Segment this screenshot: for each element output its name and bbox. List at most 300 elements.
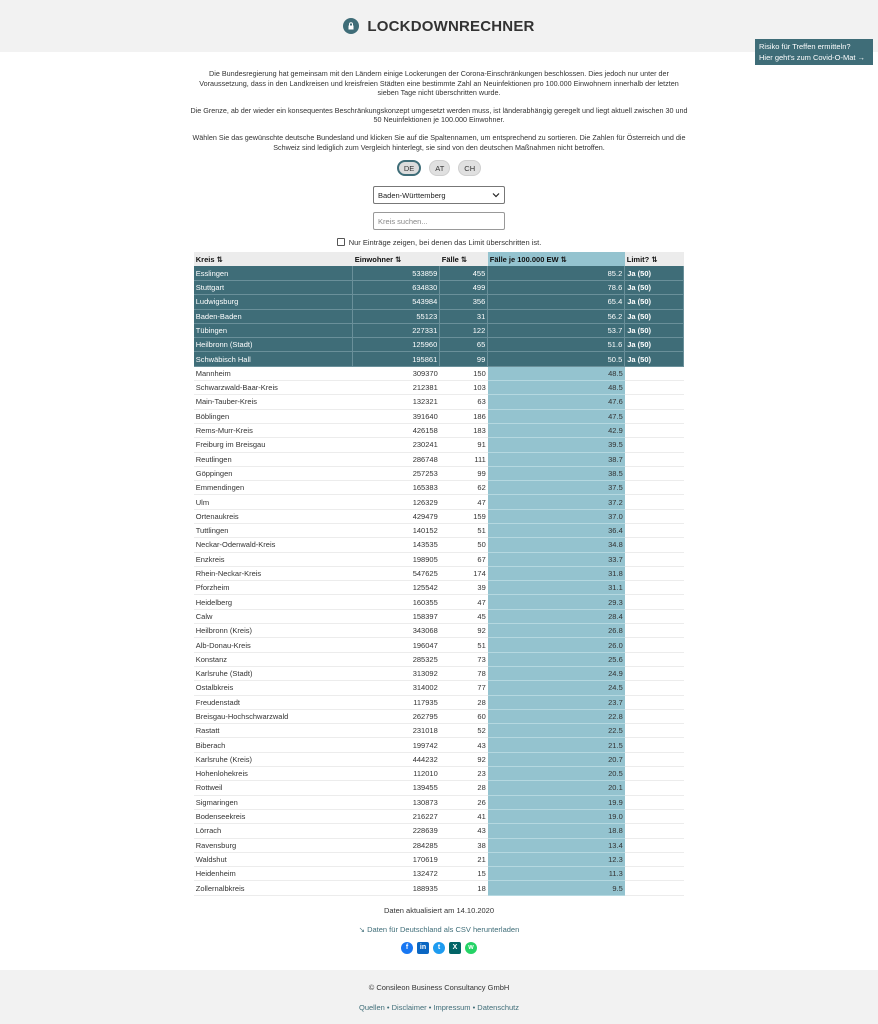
table-cell-kreis: Rhein-Neckar-Kreis [194,566,353,580]
table-cell-kreis: Ravensburg [194,838,353,852]
footer-links[interactable]: Quellen • Disclaimer • Impressum • Datenschutz [358,1003,519,1012]
table-cell-limit [625,409,684,423]
table-cell-limit [625,781,684,795]
table-cell-limit [625,438,684,452]
table-cell-faelle-je-100000: 50.5 [488,352,625,366]
table-cell-limit [625,624,684,638]
table-row [194,738,684,752]
table-cell-kreis: Konstanz [194,652,353,666]
table-cell-einwohner: 343068 [353,624,440,638]
table-cell-faelle-je-100000: 78.6 [488,280,625,294]
table-cell-limit: Ja (50) [625,309,684,323]
table-cell-limit [625,595,684,609]
table-cell-kreis: Stuttgart [194,280,353,294]
table-cell-faelle: 39 [440,581,488,595]
table-cell-limit [625,581,684,595]
table-cell-limit [625,566,684,580]
table-cell-faelle-je-100000: 20.7 [488,752,625,766]
table-cell-faelle-je-100000: 48.5 [488,381,625,395]
table-row [194,538,684,552]
column-header-faelle[interactable]: Fälle ⇅ [440,252,488,266]
table-cell-limit [625,695,684,709]
linkedin-icon[interactable]: in [417,942,429,954]
table-cell-limit [625,395,684,409]
column-header-faelle-je-100000[interactable]: Fälle je 100.000 EW ⇅ [488,252,625,266]
table-cell-limit [625,381,684,395]
xing-icon[interactable]: X [449,942,461,954]
table-cell-kreis: Rastatt [194,724,353,738]
table-cell-kreis: Ortenaukreis [194,509,353,523]
table-cell-kreis: Enzkreis [194,552,353,566]
table-cell-kreis: Tuttlingen [194,524,353,538]
table-cell-kreis: Hohenlohekreis [194,767,353,781]
table-row [194,581,684,595]
table-cell-kreis: Schwäbisch Hall [194,352,353,366]
table-cell-faelle: 111 [440,452,488,466]
kreis-table [194,252,685,896]
table-row [194,366,684,380]
table-row [194,395,684,409]
table-cell-faelle: 91 [440,438,488,452]
table-cell-einwohner: 199742 [353,738,440,752]
table-cell-faelle: 174 [440,566,488,580]
table-cell-faelle-je-100000: 48.5 [488,366,625,380]
facebook-icon[interactable]: f [401,942,413,954]
table-cell-faelle-je-100000: 12.3 [488,852,625,866]
table-cell-faelle: 150 [440,366,488,380]
table-cell-einwohner: 309370 [353,366,440,380]
table-cell-limit [625,709,684,723]
table-cell-faelle: 92 [440,752,488,766]
table-cell-faelle-je-100000: 31.1 [488,581,625,595]
table-row [194,767,684,781]
table-cell-faelle: 43 [440,824,488,838]
table-cell-faelle-je-100000: 56.2 [488,309,625,323]
table-cell-einwohner: 230241 [353,438,440,452]
table-cell-einwohner: 285325 [353,652,440,666]
table-cell-faelle: 73 [440,652,488,666]
table-cell-faelle-je-100000: 29.3 [488,595,625,609]
table-cell-limit [625,652,684,666]
table-cell-kreis: Heilbronn (Stadt) [194,338,353,352]
table-cell-einwohner: 212381 [353,381,440,395]
table-cell-faelle-je-100000: 26.8 [488,624,625,638]
table-cell-limit: Ja (50) [625,352,684,366]
kreis-search-input[interactable] [373,212,505,230]
table-cell-faelle: 455 [440,266,488,280]
table-row [194,781,684,795]
table-cell-faelle-je-100000: 51.6 [488,338,625,352]
state-select-value: Baden-Württemberg [378,190,446,200]
table-cell-faelle: 15 [440,867,488,881]
table-cell-faelle: 499 [440,280,488,294]
table-cell-faelle: 67 [440,552,488,566]
column-header-kreis[interactable]: Kreis ⇅ [194,252,353,266]
table-cell-faelle-je-100000: 47.6 [488,395,625,409]
table-cell-kreis: Heilbronn (Kreis) [194,624,353,638]
table-cell-einwohner: 140152 [353,524,440,538]
table-cell-limit [625,638,684,652]
table-cell-limit [625,466,684,480]
table-row [194,724,684,738]
table-cell-einwohner: 170619 [353,852,440,866]
table-cell-einwohner: 188935 [353,881,440,895]
table-cell-faelle-je-100000: 38.7 [488,452,625,466]
table-cell-einwohner: 195861 [353,352,440,366]
intro-paragraph-2: Die Grenze, ab der wieder ein konsequentes Beschränkungskonzept umgesetzt werden muss, ist länderabhängig geregelt und liegt aktuell zwischen 30 und 50 Neuinfektionen je 100.000 Einwohner. [190,105,688,125]
table-cell-faelle-je-100000: 18.8 [488,824,625,838]
table-cell-limit: Ja (50) [625,295,684,309]
table-cell-faelle-je-100000: 38.5 [488,466,625,480]
table-cell-faelle: 103 [440,381,488,395]
table-cell-einwohner: 125960 [353,338,440,352]
table-cell-kreis: Alb-Donau-Kreis [194,638,353,652]
table-cell-kreis: Calw [194,609,353,623]
table-cell-kreis: Esslingen [194,266,353,280]
table-row [194,338,684,352]
table-cell-limit [625,752,684,766]
table-cell-kreis: Tübingen [194,323,353,337]
table-cell-limit [625,795,684,809]
table-cell-faelle-je-100000: 24.9 [488,666,625,680]
table-cell-einwohner: 216227 [353,809,440,823]
table-cell-einwohner: 132472 [353,867,440,881]
table-cell-einwohner: 165383 [353,481,440,495]
table-cell-kreis: Biberach [194,738,353,752]
table-cell-kreis: Karlsruhe (Stadt) [194,666,353,680]
table-cell-kreis: Bodenseekreis [194,809,353,823]
lock-icon [343,18,359,34]
table-cell-limit: Ja (50) [625,266,684,280]
page-title: LOCKDOWNRECHNER [367,17,535,35]
table-row [194,824,684,838]
table-cell-limit [625,481,684,495]
table-cell-faelle-je-100000: 23.7 [488,695,625,709]
table-row [194,438,684,452]
table-cell-einwohner: 132321 [353,395,440,409]
update-date: Daten aktualisiert am 14.10.2020 [383,905,495,915]
social-share-bar [0,942,878,954]
table-cell-limit [625,366,684,380]
table-cell-faelle-je-100000: 13.4 [488,838,625,852]
table-cell-einwohner: 444232 [353,752,440,766]
table-cell-einwohner: 196047 [353,638,440,652]
table-row [194,566,684,580]
table-cell-faelle: 18 [440,881,488,895]
table-cell-einwohner: 257253 [353,466,440,480]
table-row [194,709,684,723]
table-cell-einwohner: 143535 [353,538,440,552]
table-cell-faelle-je-100000: 19.9 [488,795,625,809]
column-header-einwohner[interactable]: Einwohner ⇅ [353,252,440,266]
country-tab-de[interactable]: DE [397,160,421,176]
table-cell-einwohner: 426158 [353,423,440,437]
table-cell-limit [625,452,684,466]
table-cell-faelle-je-100000: 42.9 [488,423,625,437]
table-row [194,481,684,495]
table-row [194,809,684,823]
table-cell-einwohner: 533859 [353,266,440,280]
column-header-limit[interactable]: Limit? ⇅ [625,252,684,266]
page-header [0,0,878,52]
table-cell-einwohner: 228639 [353,824,440,838]
table-cell-limit [625,738,684,752]
table-cell-faelle-je-100000: 9.5 [488,881,625,895]
table-cell-faelle: 23 [440,767,488,781]
table-cell-kreis: Waldshut [194,852,353,866]
table-cell-einwohner: 130873 [353,795,440,809]
table-cell-kreis: Mannheim [194,366,353,380]
table-cell-faelle-je-100000: 21.5 [488,738,625,752]
risk-box-line1: Risiko für Treffen ermitteln? [759,42,851,51]
table-cell-faelle: 47 [440,595,488,609]
table-row [194,838,684,852]
table-cell-limit [625,724,684,738]
table-cell-faelle-je-100000: 25.6 [488,652,625,666]
table-row [194,495,684,509]
table-row [194,624,684,638]
table-cell-faelle: 28 [440,695,488,709]
limit-filter-label: Nur Einträge zeigen, bei denen das Limit überschritten ist. [348,237,542,247]
table-cell-kreis: Freiburg im Breisgau [194,438,353,452]
table-cell-faelle-je-100000: 85.2 [488,266,625,280]
table-cell-limit [625,609,684,623]
table-cell-einwohner: 231018 [353,724,440,738]
table-cell-faelle: 52 [440,724,488,738]
chevron-down-icon [492,191,500,200]
table-cell-faelle: 77 [440,681,488,695]
table-cell-einwohner: 125542 [353,581,440,595]
country-tab-at[interactable]: AT [429,160,450,176]
table-row [194,609,684,623]
table-cell-faelle: 63 [440,395,488,409]
country-tabs [0,160,878,176]
table-cell-kreis: Heidelberg [194,595,353,609]
table-body [194,266,684,895]
table-cell-kreis: Karlsruhe (Kreis) [194,752,353,766]
table-cell-kreis: Ludwigsburg [194,295,353,309]
table-cell-limit [625,509,684,523]
whatsapp-icon[interactable]: w [465,942,477,954]
table-cell-faelle: 183 [440,423,488,437]
table-cell-einwohner: 286748 [353,452,440,466]
table-cell-faelle-je-100000: 22.8 [488,709,625,723]
table-row [194,666,684,680]
table-cell-kreis: Breisgau-Hochschwarzwald [194,709,353,723]
table-cell-einwohner: 158397 [353,609,440,623]
table-cell-einwohner: 139455 [353,781,440,795]
table-cell-faelle: 41 [440,809,488,823]
table-cell-einwohner: 262795 [353,709,440,723]
table-cell-kreis: Rems-Murr-Kreis [194,423,353,437]
table-cell-einwohner: 429479 [353,509,440,523]
table-cell-einwohner: 55123 [353,309,440,323]
table-cell-faelle-je-100000: 53.7 [488,323,625,337]
table-cell-faelle: 45 [440,609,488,623]
table-cell-faelle: 47 [440,495,488,509]
table-row [194,409,684,423]
table-cell-faelle: 122 [440,323,488,337]
table-row [194,266,684,280]
table-row [194,452,684,466]
table-cell-limit [625,767,684,781]
table-cell-faelle-je-100000: 33.7 [488,552,625,566]
table-cell-kreis: Ostalbkreis [194,681,353,695]
table-cell-kreis: Ulm [194,495,353,509]
table-cell-limit [625,824,684,838]
table-cell-faelle-je-100000: 65.4 [488,295,625,309]
table-cell-limit [625,809,684,823]
table-cell-faelle-je-100000: 24.5 [488,681,625,695]
table-cell-faelle: 65 [440,338,488,352]
table-row [194,795,684,809]
state-select[interactable] [373,186,505,204]
table-cell-einwohner: 391640 [353,409,440,423]
table-cell-limit [625,681,684,695]
table-cell-limit: Ja (50) [625,280,684,294]
table-cell-kreis: Göppingen [194,466,353,480]
table-row [194,852,684,866]
table-cell-einwohner: 314002 [353,681,440,695]
intro-text [189,69,689,152]
csv-download-link[interactable]: ↘ Daten für Deutschland als CSV herunterladen [358,924,520,934]
table-cell-faelle-je-100000: 34.8 [488,538,625,552]
table-cell-faelle: 51 [440,638,488,652]
intro-paragraph-1: Die Bundesregierung hat gemeinsam mit den Ländern einige Lockerungen der Corona-Einschränkungen beschlossen. Dies jedoch nur unter der Voraussetzung, dass in den Landkreisen und kreisfreien Städten eine bestimmte Zahl an Neuinfektionen pro 100.000 Einwohnern innerhalb der letzten sieben Tage nicht überschritten wurde. [199,69,679,98]
table-row [194,638,684,652]
table-cell-faelle-je-100000: 47.5 [488,409,625,423]
table-cell-faelle: 159 [440,509,488,523]
table-cell-faelle: 60 [440,709,488,723]
table-cell-einwohner: 198905 [353,552,440,566]
table-cell-einwohner: 284285 [353,838,440,852]
table-cell-einwohner: 543984 [353,295,440,309]
table-cell-kreis: Böblingen [194,409,353,423]
table-cell-faelle: 21 [440,852,488,866]
table-cell-kreis: Sigmaringen [194,795,353,809]
table-row [194,309,684,323]
table-cell-faelle-je-100000: 11.3 [488,867,625,881]
table-cell-faelle-je-100000: 37.0 [488,509,625,523]
table-cell-kreis: Lörrach [194,824,353,838]
table-cell-faelle: 28 [440,781,488,795]
table-cell-limit [625,838,684,852]
table-cell-faelle: 356 [440,295,488,309]
table-row [194,595,684,609]
covid-o-mat-link[interactable] [755,39,873,65]
table-cell-einwohner: 227331 [353,323,440,337]
table-cell-kreis: Rottweil [194,781,353,795]
table-cell-faelle-je-100000: 31.8 [488,566,625,580]
limit-filter-checkbox[interactable] [337,238,345,246]
table-cell-einwohner: 547625 [353,566,440,580]
table-cell-faelle-je-100000: 22.5 [488,724,625,738]
table-cell-kreis: Freudenstadt [194,695,353,709]
table-cell-faelle: 78 [440,666,488,680]
table-cell-limit [625,552,684,566]
table-cell-limit [625,423,684,437]
table-cell-faelle-je-100000: 39.5 [488,438,625,452]
table-cell-faelle-je-100000: 20.1 [488,781,625,795]
table-cell-faelle: 50 [440,538,488,552]
table-cell-faelle-je-100000: 36.4 [488,524,625,538]
table-cell-faelle: 92 [440,624,488,638]
table-row [194,652,684,666]
table-row [194,280,684,294]
twitter-icon[interactable]: t [433,942,445,954]
page-footer [0,970,878,1024]
table-row [194,681,684,695]
table-row [194,466,684,480]
table-row [194,524,684,538]
table-cell-kreis: Heidenheim [194,867,353,881]
risk-box-line2: Hier geht's zum Covid-O-Mat → [759,53,866,62]
table-row [194,295,684,309]
table-cell-faelle-je-100000: 26.0 [488,638,625,652]
table-cell-faelle-je-100000: 37.5 [488,481,625,495]
table-cell-kreis: Emmendingen [194,481,353,495]
table-cell-faelle: 51 [440,524,488,538]
table-row [194,423,684,437]
table-cell-einwohner: 117935 [353,695,440,709]
table-cell-faelle: 62 [440,481,488,495]
table-cell-kreis: Zollernalbkreis [194,881,353,895]
table-cell-kreis: Schwarzwald-Baar-Kreis [194,381,353,395]
table-row [194,867,684,881]
table-header-row [194,252,684,266]
table-cell-limit [625,495,684,509]
table-cell-einwohner: 313092 [353,666,440,680]
footer-copyright: © Consileon Business Consultancy GmbH [368,983,510,992]
table-cell-einwohner: 126329 [353,495,440,509]
table-cell-faelle-je-100000: 20.5 [488,767,625,781]
table-row [194,552,684,566]
table-cell-einwohner: 160355 [353,595,440,609]
table-cell-faelle: 43 [440,738,488,752]
table-cell-limit [625,666,684,680]
table-cell-limit [625,524,684,538]
table-cell-faelle: 26 [440,795,488,809]
table-cell-kreis: Pforzheim [194,581,353,595]
table-cell-faelle-je-100000: 28.4 [488,609,625,623]
table-cell-limit [625,538,684,552]
table-row [194,323,684,337]
table-cell-einwohner: 112010 [353,767,440,781]
table-cell-limit [625,867,684,881]
table-cell-kreis: Neckar-Odenwald-Kreis [194,538,353,552]
table-cell-faelle: 186 [440,409,488,423]
table-cell-faelle: 31 [440,309,488,323]
table-row [194,752,684,766]
table-cell-faelle: 99 [440,352,488,366]
intro-paragraph-3: Wählen Sie das gewünschte deutsche Bundesland und klicken Sie auf die Spaltennamen, um entsprechend zu sortieren. Die Zahlen für Österreich und die Schweiz sind lediglich zum Vergleich hinterlegt, sie sind von den deutschen Maßnahmen nicht betroffen. [192,132,686,152]
table-cell-faelle-je-100000: 37.2 [488,495,625,509]
table-row [194,381,684,395]
table-cell-limit [625,881,684,895]
limit-filter [0,237,878,247]
table-cell-limit: Ja (50) [625,338,684,352]
table-row [194,509,684,523]
table-row [194,881,684,895]
table-cell-kreis: Main-Tauber-Kreis [194,395,353,409]
country-tab-ch[interactable]: CH [458,160,481,176]
table-cell-kreis: Baden-Baden [194,309,353,323]
table-cell-einwohner: 634830 [353,280,440,294]
table-row [194,695,684,709]
table-row [194,352,684,366]
table-cell-limit: Ja (50) [625,323,684,337]
table-cell-kreis: Reutlingen [194,452,353,466]
